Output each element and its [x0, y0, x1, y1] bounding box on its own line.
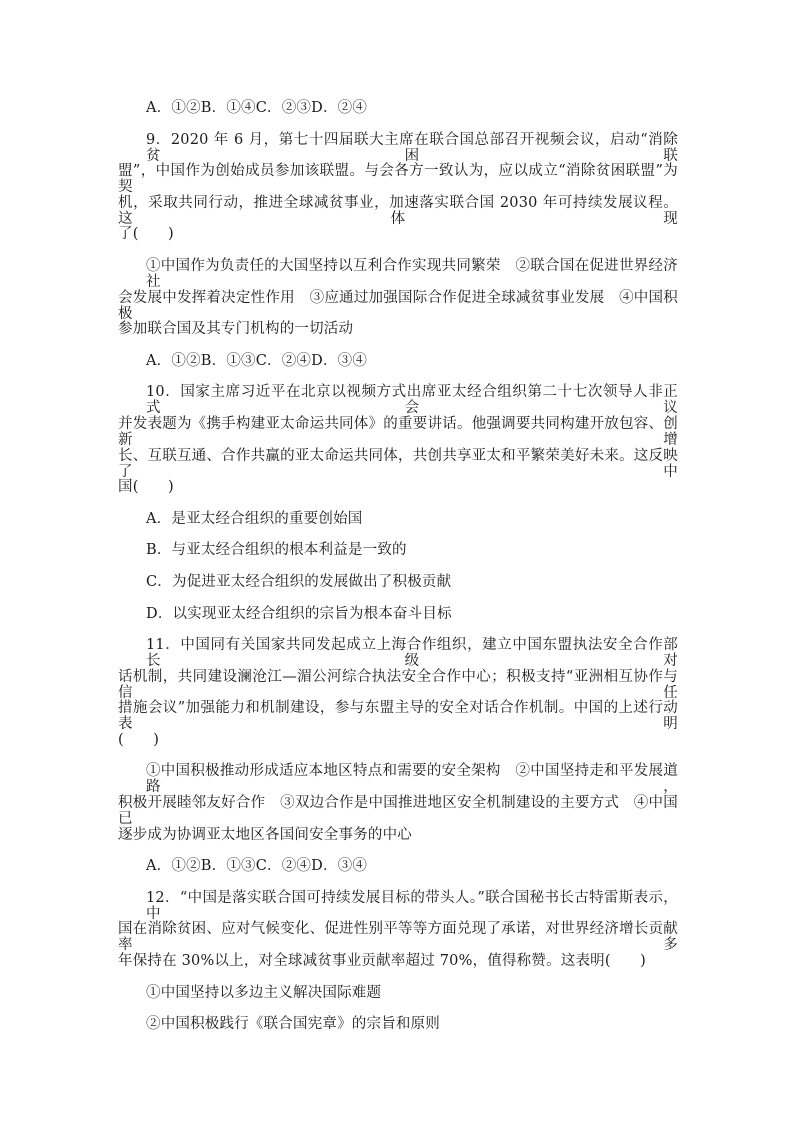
question-9-line-3: 机，采取共同行动，推进全球减贫事业，加速落实联合国 2030 年可持续发展议程。这体现 — [118, 194, 678, 227]
question-11-line-3: 措施会议”加强能力和机制建设，参与东盟主导的安全对话合作机制。中国的上述行动表明 — [118, 700, 678, 733]
question-10-option-a: A．是亚太经合组织的重要创始国 — [146, 510, 363, 527]
question-10-line-3: 长、互联互通、合作共赢的亚太命运共同体，共创共享亚太和平繁荣美好未来。这反映了中 — [118, 447, 678, 480]
question-12-statement-1: ①中国坚持以多边主义解决国际难题 — [146, 984, 382, 1001]
question-12-line-1: 12．“中国是落实联合国可持续发展目标的带头人。”联合国秘书长古特雷斯表示，中 — [146, 889, 678, 922]
question-9-statements-line-2: 会发展中发挥着决定性作用 ③应通过加强国际合作促进全球减贫事业发展 ④中国积极 — [118, 289, 678, 322]
question-12-statement-2: ②中国积极践行《联合国宪章》的宗旨和原则 — [146, 1016, 440, 1033]
question-9-line-1: 9．2020 年 6 月，第七十四届联大主席在联合国总部召开视频会议，启动“消除贫困联 — [146, 131, 678, 164]
question-9-statements-line-3: 参加联合国及其专门机构的一切活动 — [118, 321, 354, 338]
question-10-option-b: B．与亚太经合组织的根本利益是一致的 — [146, 542, 407, 559]
question-11-line-1: 11．中国同有关国家共同发起成立上海合作组织，建立中国东盟执法安全合作部长级对 — [146, 637, 678, 670]
question-10-line-4: 国( ) — [118, 479, 174, 496]
question-9-line-4: 了( ) — [118, 226, 174, 243]
question-11-statements-line-1: ①中国积极推动形成适应本地区特点和需要的安全架构 ②中国坚持走和平发展道路， — [146, 763, 678, 796]
question-12-line-3: 年保持在 30%以上，对全球减贫事业贡献率超过 70%，值得称赞。这表明( ) — [118, 953, 646, 970]
answer-options-q11: A．①②B．①③C．②④D．③④ — [146, 858, 368, 875]
question-10-line-2: 并发表题为《携手构建亚太命运共同体》的重要讲话。他强调要共同构建开放包容、创新增 — [118, 415, 678, 448]
question-11-statements-line-2: 积极开展睦邻友好合作 ③双边合作是中国推进地区安全机制建设的主要方式 ④中国已 — [118, 795, 678, 828]
document-page — [118, 100, 678, 1048]
question-10-line-1: 10．国家主席习近平在北京以视频方式出席亚太经合组织第二十七次领导人非正式会议 — [146, 384, 678, 417]
question-9-line-2: 盟”，中国作为创始成员参加该联盟。与会各方一致认为，应以成立“消除贫困联盟”为契 — [118, 163, 678, 196]
question-12-line-2: 国在消除贫困、应对气候变化、促进性别平等等方面兑现了承诺，对世界经济增长贡献率多 — [118, 921, 678, 954]
answer-options-q8: A．①②B．①④C．②③D．②④ — [146, 100, 368, 116]
question-10-option-c: C．为促进亚太经合组织的发展做出了积极贡献 — [146, 573, 452, 590]
question-11-line-4: ( ) — [118, 731, 160, 748]
question-11-statements-line-3: 逐步成为协调亚太地区各国间安全事务的中心 — [118, 826, 412, 843]
question-9-statements-line-1: ①中国作为负责任的大国坚持以互利合作实现共同繁荣 ②联合国在促进世界经济社 — [146, 257, 678, 290]
question-11-line-2: 话机制，共同建设澜沧江—湄公河综合执法安全合作中心；积极支持“亚洲相互协作与信任 — [118, 668, 678, 701]
question-10-option-d: D．以实现亚太经合组织的宗旨为根本奋斗目标 — [146, 605, 452, 622]
answer-options-q9: A．①②B．①③C．②④D．③④ — [146, 352, 368, 369]
